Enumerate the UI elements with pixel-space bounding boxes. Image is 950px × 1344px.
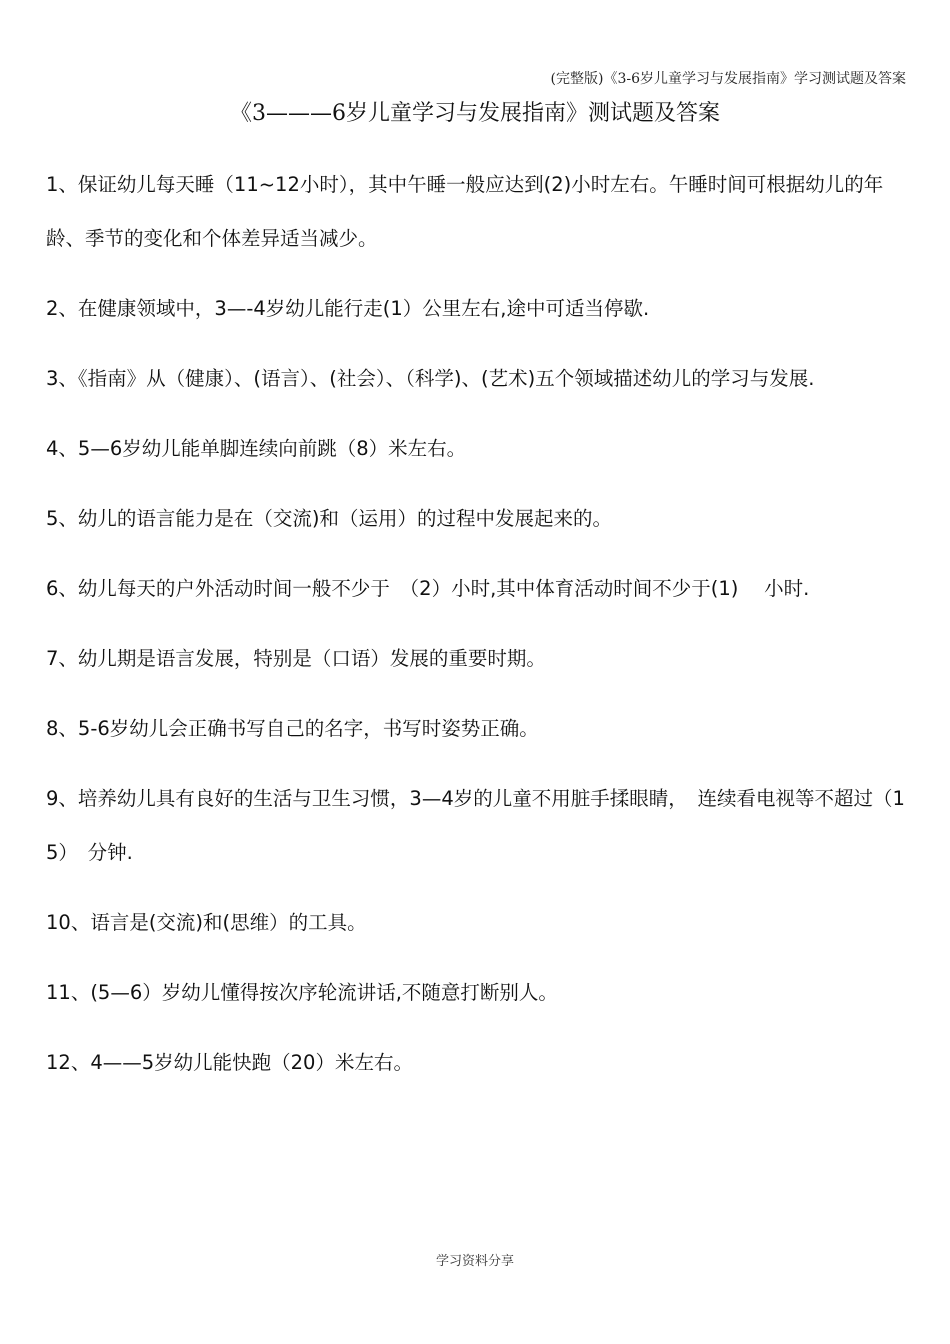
question-item-12: 12、4——5岁幼儿能快跑（20）米左右。: [46, 1051, 413, 1074]
question-item-3: 3、《指南》从（健康）、(语言）、(社会）、（科学)、(艺术)五个领域描述幼儿的学习与发展.: [46, 367, 815, 390]
question-item-8: 8、5-6岁幼儿会正确书写自己的名字，书写时姿势正确。: [46, 717, 539, 740]
question-item-1: 1、保证幼儿每天睡（11~12小时），其中午睡一般应达到(2)小时左右。午睡时间可根据幼儿的年龄、季节的变化和个体差异适当减少。: [46, 173, 884, 250]
question-item-11: 11、(5—6）岁幼儿懂得按次序轮流讲话,不随意打断别人。: [46, 981, 558, 1004]
running-header: (完整版)《3-6岁儿童学习与发展指南》学习测试题及答案: [550, 71, 906, 87]
question-item-5: 5、幼儿的语言能力是在（交流)和（运用）的过程中发展起来的。: [46, 507, 613, 530]
question-list: [46, 158, 908, 1106]
question-item-6: 6、幼儿每天的户外活动时间一般不少于 （2）小时,其中体育活动时间不少于(1) 小时.: [46, 577, 810, 600]
question-item-10: 10、语言是(交流)和(思维）的工具。: [46, 911, 367, 934]
document-title: 《3———6岁儿童学习与发展指南》测试题及答案: [230, 101, 720, 126]
question-item-7: 7、幼儿期是语言发展，特别是（口语）发展的重要时期。: [46, 647, 546, 670]
question-item-9: 9、培养幼儿具有良好的生活与卫生习惯，3—4岁的儿童不用脏手揉眼睛， 连续看电视等不超过（15） 分钟.: [46, 787, 905, 864]
question-item-4: 4、5—6岁幼儿能单脚连续向前跳（8）米左右。: [46, 437, 467, 460]
page-footer: 学习资料分享: [435, 1254, 514, 1269]
question-item-2: 2、在健康领域中，3—-4岁幼儿能行走(1）公里左右,途中可适当停歇.: [46, 297, 650, 320]
